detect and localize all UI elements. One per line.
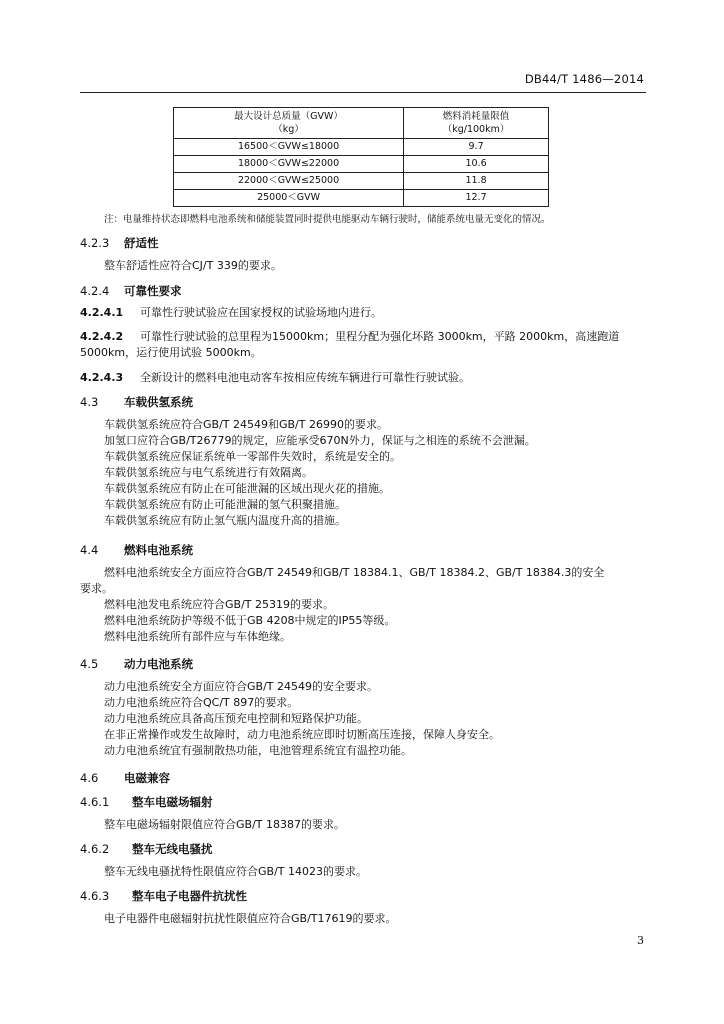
table-cell-limit: 10.6	[404, 156, 549, 173]
table-header-mass: 最大设计总质量（GVW） （kg）	[174, 108, 404, 139]
paragraph-line: 在非正常操作或发生故障时，动力电池系统应即时切断高压连接，保障人身安全。	[104, 728, 500, 741]
paragraph-line: 车载供氢系统应与电气系统进行有效隔离。	[104, 466, 313, 479]
table-cell-range: 16500＜GVW≤18000	[174, 139, 404, 156]
paragraph-line: 动力电池系统应符合QC/T 897的要求。	[104, 696, 299, 709]
table-header-row	[174, 108, 549, 139]
section-4-5-body	[104, 679, 644, 759]
page-number: 3	[637, 934, 644, 947]
clause-4-2-4-1: 4.2.4.1 可靠性行驶试验应在国家授权的试验场地内进行。	[80, 306, 382, 319]
paragraph-line: 车载供氢系统应符合GB/T 24549和GB/T 26990的要求。	[104, 418, 388, 431]
paragraph-line: 车载供氢系统应有防止氢气瓶内温度升高的措施。	[104, 514, 346, 527]
section-heading-4-6-3: 4.6.3 整车电子电器件抗扰性	[80, 889, 248, 903]
table-cell-limit: 12.7	[404, 190, 549, 207]
section-heading-4-6-2: 4.6.2 整车无线电骚扰	[80, 842, 213, 856]
table-header-limit: 燃料消耗量限值 （kg/100km）	[404, 108, 549, 139]
section-heading-4-5: 4.5 动力电池系统	[80, 657, 194, 671]
paragraph-line: 燃料电池系统所有部件应与车体绝缘。	[104, 630, 291, 643]
paragraph-line: 车载供氢系统应有防止可能泄漏的氢气积聚措施。	[104, 498, 346, 511]
table-row	[174, 173, 549, 190]
paragraph-line: 车载供氢系统应保证系统单一零部件失效时，系统是安全的。	[104, 450, 401, 463]
paragraph-line: 燃料电池系统防护等级不低于GB 4208中规定的IP55等级。	[104, 614, 396, 627]
clause-4-2-4-2: 4.2.4.2 可靠性行驶试验的总里程为15000km；里程分配为强化坏路 3000km，平路 2000km，高速跑道 5000km，运行使用试验 5000km。	[80, 330, 620, 359]
section-heading-4-2-4: 4.2.4 可靠性要求	[80, 284, 182, 298]
table-cell-range: 18000＜GVW≤22000	[174, 156, 404, 173]
document-code: DB44/T 1486—2014	[524, 72, 644, 86]
section-heading-4-4: 4.4 燃料电池系统	[80, 543, 194, 557]
paragraph-line: 燃料电池发电系统应符合GB/T 25319的要求。	[104, 598, 334, 611]
fuel-consumption-table	[173, 107, 549, 207]
paragraph: 整车电磁场辐射限值应符合GB/T 18387的要求。	[104, 818, 345, 831]
paragraph: 整车无线电骚扰特性限值应符合GB/T 14023的要求。	[104, 865, 367, 878]
paragraph-line: 动力电池系统应具备高压预充电控制和短路保护功能。	[104, 712, 368, 725]
table-row	[174, 156, 549, 173]
section-4-4-body	[104, 597, 644, 645]
paragraph-line: 车载供氢系统应有防止在可能泄漏的区域出现火花的措施。	[104, 482, 390, 495]
header-rule	[80, 92, 646, 93]
section-heading-4-6: 4.6 电磁兼容	[80, 771, 171, 785]
paragraph-line: 动力电池系统宜有强制散热功能，电池管理系统宜有温控功能。	[104, 744, 412, 757]
table-note: 注：电量维持状态即燃料电池系统和储能装置同时提供电能驱动车辆行驶时，储能系统电量无变化的情况。	[104, 214, 551, 225]
section-4-4-line1: 燃料电池系统安全方面应符合GB/T 24549和GB/T 18384.1、GB/T 18384.2、GB/T 18384.3的安全	[104, 566, 605, 579]
table-cell-range: 22000＜GVW≤25000	[174, 173, 404, 190]
paragraph: 电子电器件电磁辐射抗扰性限值应符合GB/T17619的要求。	[104, 912, 397, 925]
table-row	[174, 139, 549, 156]
paragraph-line: 加氢口应符合GB/T26779的规定，应能承受670N外力，保证与之相连的系统不会泄漏。	[104, 434, 536, 447]
section-4-4-line1b: 要求。	[80, 582, 113, 595]
table-cell-limit: 11.8	[404, 173, 549, 190]
table-cell-limit: 9.7	[404, 139, 549, 156]
table-cell-range: 25000＜GVW	[174, 190, 404, 207]
clause-4-2-4-3: 4.2.4.3 全新设计的燃料电池电动客车按相应传统车辆进行可靠性行驶试验。	[80, 371, 470, 384]
section-4-3-body	[104, 417, 644, 529]
section-heading-4-3: 4.3 车载供氢系统	[80, 395, 194, 409]
section-heading-4-2-3: 4.2.3 舒适性	[80, 236, 159, 250]
section-heading-4-6-1: 4.6.1 整车电磁场辐射	[80, 795, 213, 809]
paragraph: 整车舒适性应符合CJ/T 339的要求。	[104, 259, 282, 272]
paragraph-line: 动力电池系统安全方面应符合GB/T 24549的安全要求。	[104, 680, 378, 693]
table-row	[174, 190, 549, 207]
